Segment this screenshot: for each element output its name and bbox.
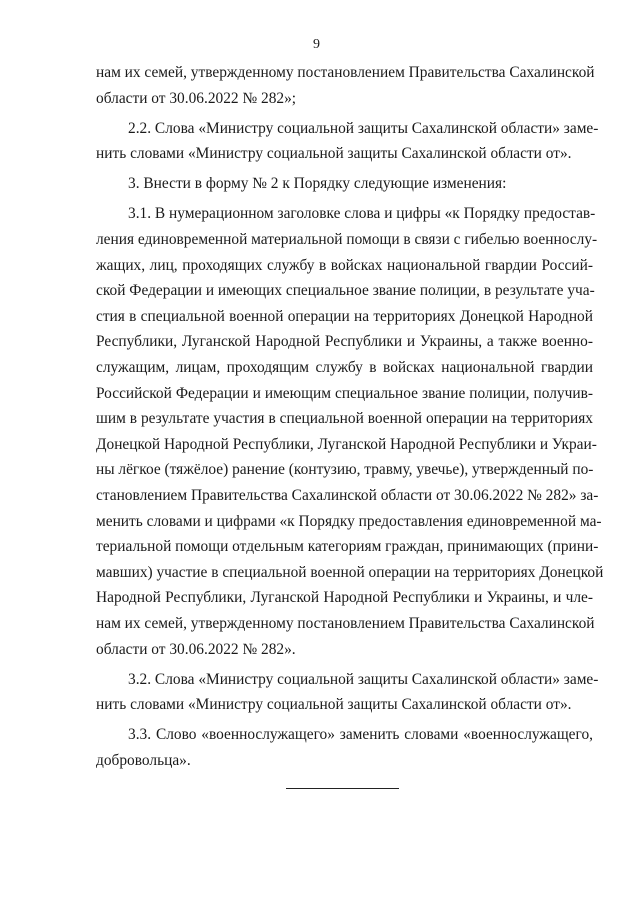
text-line: 3.1. В нумерационном заголовке слова и цифры «к Порядку предостав-: [128, 205, 596, 223]
text-line: мавших) участие в специальной военной операции на территориях Донецкой: [96, 563, 604, 581]
text-line: добровольца».: [96, 751, 191, 769]
text-line: ской Федерации и имеющих специальное звание полиции, в результате уча-: [96, 282, 595, 300]
text-line: Донецкой Народной Республики, Луганской Народной Республики и Украи-: [96, 435, 597, 453]
text-line: стия в специальной военной операции на территориях Донецкой Народной: [96, 307, 593, 325]
paragraph: [96, 60, 593, 111]
text-line: Народной Республики, Луганской Народной Республики и Украины, и чле-: [96, 589, 593, 607]
text-line: нить словами «Министру социальной защиты Сахалинской области от».: [96, 696, 572, 714]
text-line: области от 30.06.2022 № 282»;: [96, 89, 297, 107]
text-line: 2.2. Слова «Министру социальной защиты Сахалинской области» заме-: [128, 119, 599, 137]
text-line: ны лёгкое (тяжёлое) ранение (контузию, травму, увечье), утвержденный по-: [96, 461, 594, 479]
end-of-document-rule: [286, 788, 399, 789]
paragraph: [96, 667, 599, 718]
text-line: нить словами «Министру социальной защиты Сахалинской области от».: [96, 145, 572, 163]
paragraph: [96, 171, 593, 197]
text-line: Республики, Луганской Народной Республики и Украины, а также военно-: [96, 333, 593, 351]
text-line: 3. Внести в форму № 2 к Порядку следующие изменения:: [128, 175, 507, 193]
text-line: области от 30.06.2022 № 282».: [96, 640, 296, 658]
text-line: шим в результате участия в специальной военной операции на территориях: [96, 410, 593, 428]
paragraph: [96, 116, 599, 167]
text-line: служащим, лицам, проходящим службу в войсках национальной гвардии: [96, 359, 593, 377]
page-number: 9: [313, 37, 320, 52]
text-line: нам их семей, утвержденному постановлением Правительства Сахалинской: [96, 614, 595, 632]
text-line: нам их семей, утвержденному постановлением Правительства Сахалинской: [96, 64, 595, 81]
text-line: 3.3. Слово «военнослужащего» заменить словами «военнослужащего,: [128, 726, 593, 744]
text-line: становлением Правительства Сахалинской области от 30.06.2022 № 282» за-: [96, 487, 599, 504]
paragraph: [96, 722, 593, 773]
document-body: [96, 60, 604, 774]
text-line: менить словами и цифрами «к Порядку предоставления единовременной ма-: [96, 512, 602, 530]
text-line: териальной помощи отдельным категориям граждан, принимающих (прини-: [96, 538, 599, 556]
text-line: Российской Федерации и имеющим специальное звание полиции, получив-: [96, 384, 593, 402]
text-line: ления единовременной материальной помощи в связи с гибелью военнослу-: [96, 231, 598, 249]
text-line: жащих, лиц, проходящих службу в войсках национальной гвардии Россий-: [96, 256, 593, 274]
text-line: 3.2. Слова «Министру социальной защиты Сахалинской области» заме-: [128, 670, 599, 688]
paragraph: [96, 201, 604, 662]
